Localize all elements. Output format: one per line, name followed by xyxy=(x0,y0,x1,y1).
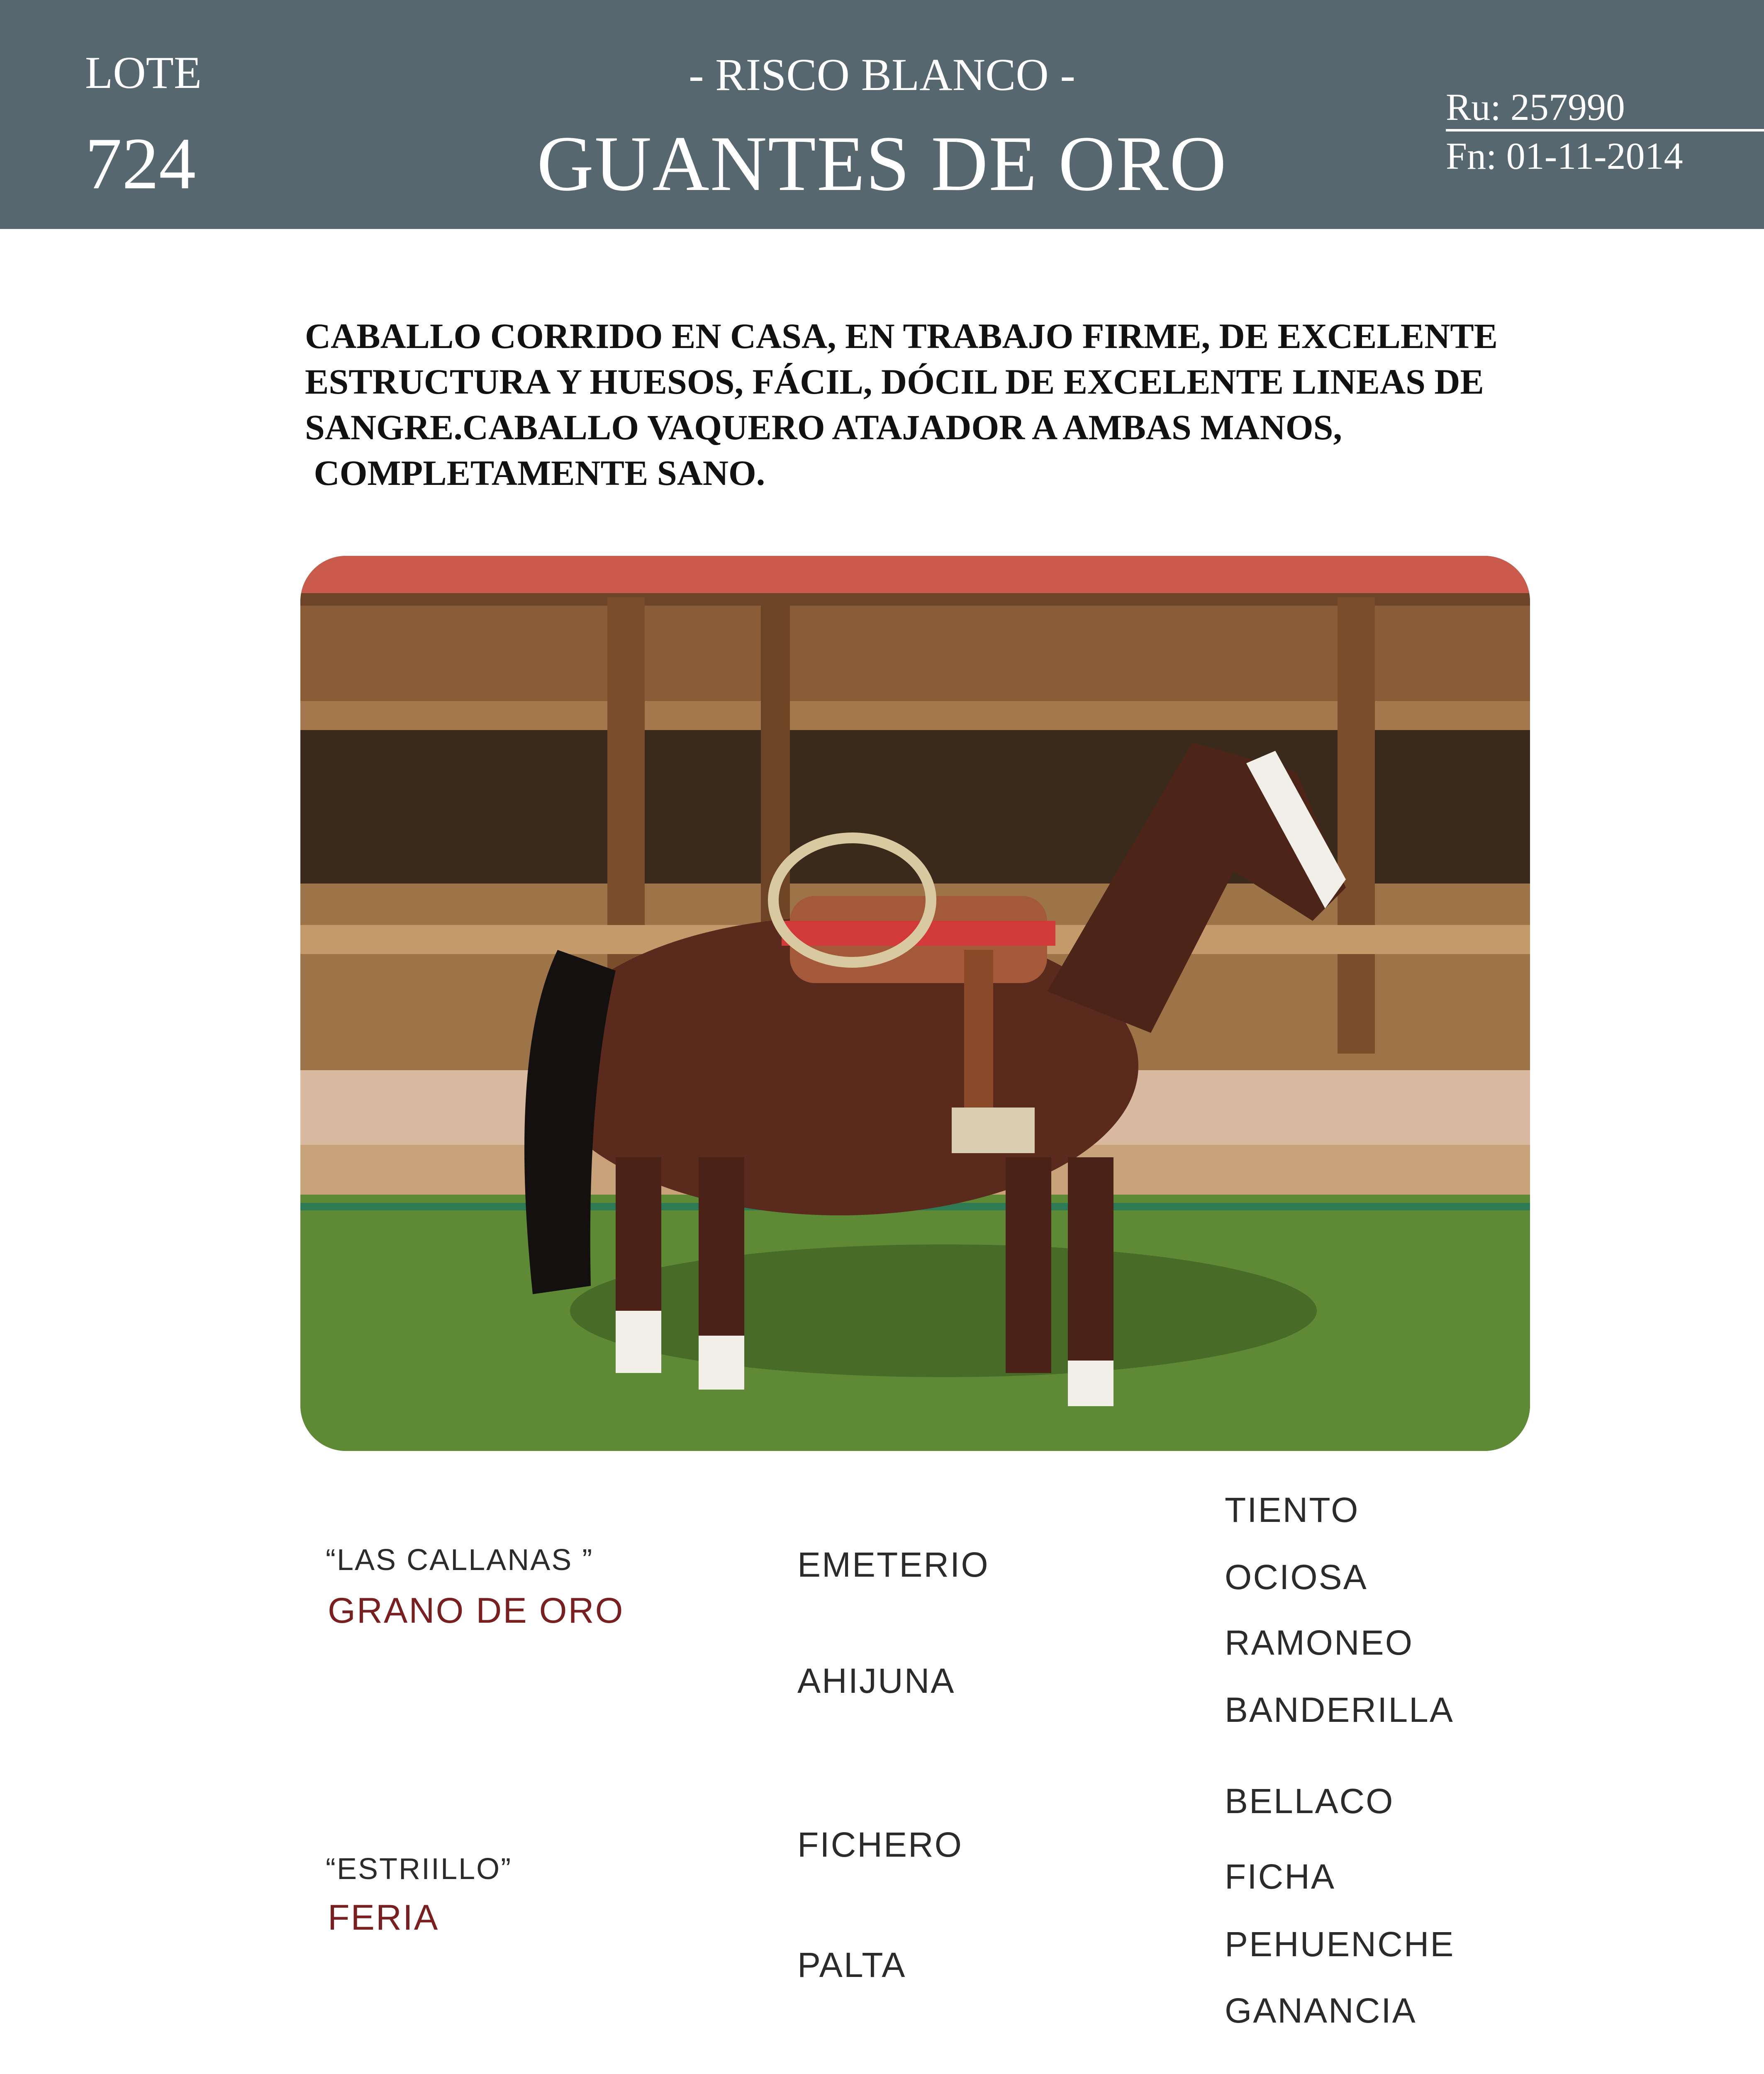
great-grandparent: BELLACO xyxy=(1225,1782,1394,1821)
description-line: ESTRUCTURA Y HUESOS, FÁCIL, DÓCIL DE EXCELENTE LINEAS DE xyxy=(305,362,1484,402)
registry-number: Ru: 257990 xyxy=(1446,86,1625,128)
great-grandparent: PEHUENCHE xyxy=(1225,1925,1455,1964)
great-grandparent: TIENTO xyxy=(1225,1490,1360,1529)
grandparent: PALTA xyxy=(797,1945,906,1984)
grandparent: EMETERIO xyxy=(797,1545,989,1584)
lote-number: 724 xyxy=(85,122,196,204)
sire-name: GRANO DE ORO xyxy=(328,1591,624,1631)
description-line: SANGRE.CABALLO VAQUERO ATAJADOR A AMBAS MANOS, xyxy=(305,407,1342,447)
great-grandparent: GANANCIA xyxy=(1225,1991,1417,2030)
grandparent: AHIJUNA xyxy=(797,1661,955,1700)
lote-label: LOTE xyxy=(85,47,202,98)
grandparent: FICHERO xyxy=(797,1825,963,1864)
horse-photo-illustration xyxy=(300,556,1530,1451)
breeder-subtitle: - RISCO BLANCO - xyxy=(689,49,1075,100)
great-grandparent: OCIOSA xyxy=(1225,1558,1368,1597)
description-line: CABALLO CORRIDO EN CASA, EN TRABAJO FIRME, DE EXCELENTE xyxy=(305,316,1498,356)
great-grandparent: RAMONEO xyxy=(1225,1623,1414,1662)
description-line: COMPLETAMENTE SANO. xyxy=(305,453,765,493)
horse-name-title: GUANTES DE ORO xyxy=(536,120,1228,207)
header-banner xyxy=(0,0,1764,229)
dam-breeder: “ESTRIILLO” xyxy=(326,1852,512,1886)
dam-name: FERIA xyxy=(328,1898,439,1938)
great-grandparent: BANDERILLA xyxy=(1225,1690,1454,1729)
horse-description xyxy=(305,313,1500,496)
sire-breeder: “LAS CALLANAS ” xyxy=(326,1543,594,1577)
header-divider xyxy=(1446,129,1764,131)
birth-date: Fn: 01-11-2014 xyxy=(1446,135,1683,177)
horse-photo xyxy=(300,556,1530,1451)
great-grandparent: FICHA xyxy=(1225,1857,1335,1896)
